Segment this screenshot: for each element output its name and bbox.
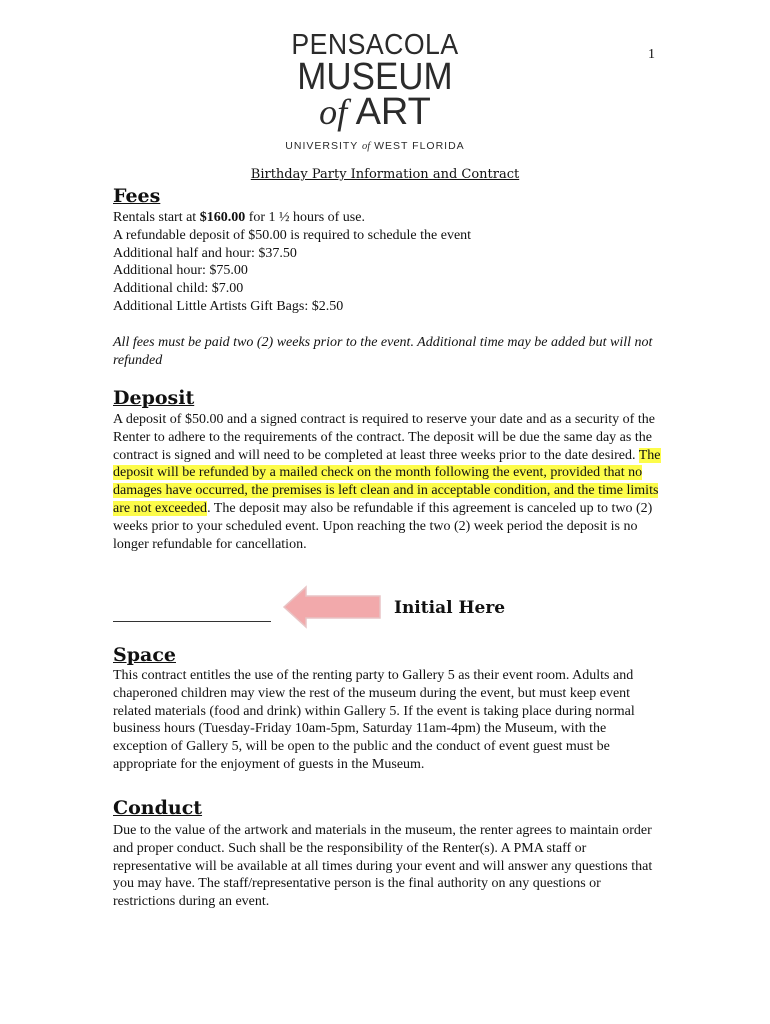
deposit-text-before: A deposit of $50.00 and a signed contract is required to reserve your date and as a security of the Renter to adhere to the requirements of the contract. The deposit will be due the same day as the contract is signed and will need to be completed at least three weeks prior to the date desired.: [113, 412, 655, 463]
fees-heading: Fees: [113, 185, 161, 207]
space-heading: Space: [113, 644, 176, 666]
conduct-heading: Conduct: [113, 797, 203, 819]
logo-line-pensacola: PENSACOLA: [291, 29, 459, 61]
document-title: Birthday Party Information and Contract: [250, 167, 520, 182]
logo-university: UNIVERSITY: [285, 140, 359, 152]
fees-line-half-hour: Additional half and hour: $37.50: [113, 245, 297, 261]
deposit-text-after: . The deposit may also be refundable if this agreement is canceled up to two (2) weeks prior to your scheduled event. Upon reaching the two (2) week period the deposit is no longer refundable for cancellation.: [113, 500, 653, 552]
initial-here-label: Initial Here: [394, 598, 506, 618]
page-number: 1: [648, 47, 655, 62]
deposit-heading: Deposit: [113, 387, 195, 409]
fees-section: [113, 209, 661, 316]
logo-art: ART: [355, 91, 431, 133]
logo-univ-of: of: [362, 141, 371, 152]
fees-rentals-suffix: for 1 ½ hours of use.: [245, 210, 365, 225]
logo-line-museum: MUSEUM: [297, 56, 453, 98]
logo-line-university: [270, 140, 480, 152]
fees-rentals-price: $160.00: [199, 210, 246, 225]
left-arrow-icon: [283, 585, 383, 629]
logo-line-of-art: [270, 91, 480, 133]
logo-of: of: [319, 92, 348, 132]
fees-note: All fees must be paid two (2) weeks prior to the event. Additional time may be added but will not refunded: [113, 335, 653, 368]
deposit-highlighted-text: The deposit will be refunded by a mailed check on the month following the event, provided that no damages have occurred, the premises is left clean and in acceptable condition, and the time limits are not exceeded: [113, 447, 661, 516]
fees-rentals-prefix: Rentals start at: [113, 210, 200, 225]
conduct-text: Due to the value of the artwork and materials in the museum, the renter agrees to maintain order and proper conduct. Such shall be the responsibility of the Renter(s). A PMA staff or representative will be available at all times during your event and will answer any questions that you may have. The staff/representative person is the final authority on any questions or restrictions during an event.: [113, 823, 653, 910]
fees-line-child: Additional child: $7.00: [113, 281, 244, 297]
initial-signature-line[interactable]: [113, 621, 271, 622]
deposit-text: [113, 411, 661, 553]
fees-rentals-line: [113, 209, 661, 227]
logo-west-florida: WEST FLORIDA: [374, 140, 465, 152]
museum-logo: [270, 30, 480, 152]
fees-line-deposit: A refundable deposit of $50.00 is required to schedule the event: [113, 227, 472, 243]
fees-line-hour: Additional hour: $75.00: [113, 263, 248, 279]
fees-line-gift-bags: Additional Little Artists Gift Bags: $2.50: [113, 298, 344, 314]
space-text: This contract entitles the use of the renting party to Gallery 5 as their event room. Adults and chaperoned children may view the rest of the museum during the event, but must keep event related materials (food and drink) within Gallery 5. If the event is taking place during normal business hours (Tuesday-Friday 10am-5pm, Saturday 11am-4pm) the Museum, with the exception of Gallery 5, will be open to the public and the conduct of event guest must be appropriate for the enjoyment of guests in the Museum.: [113, 668, 635, 772]
